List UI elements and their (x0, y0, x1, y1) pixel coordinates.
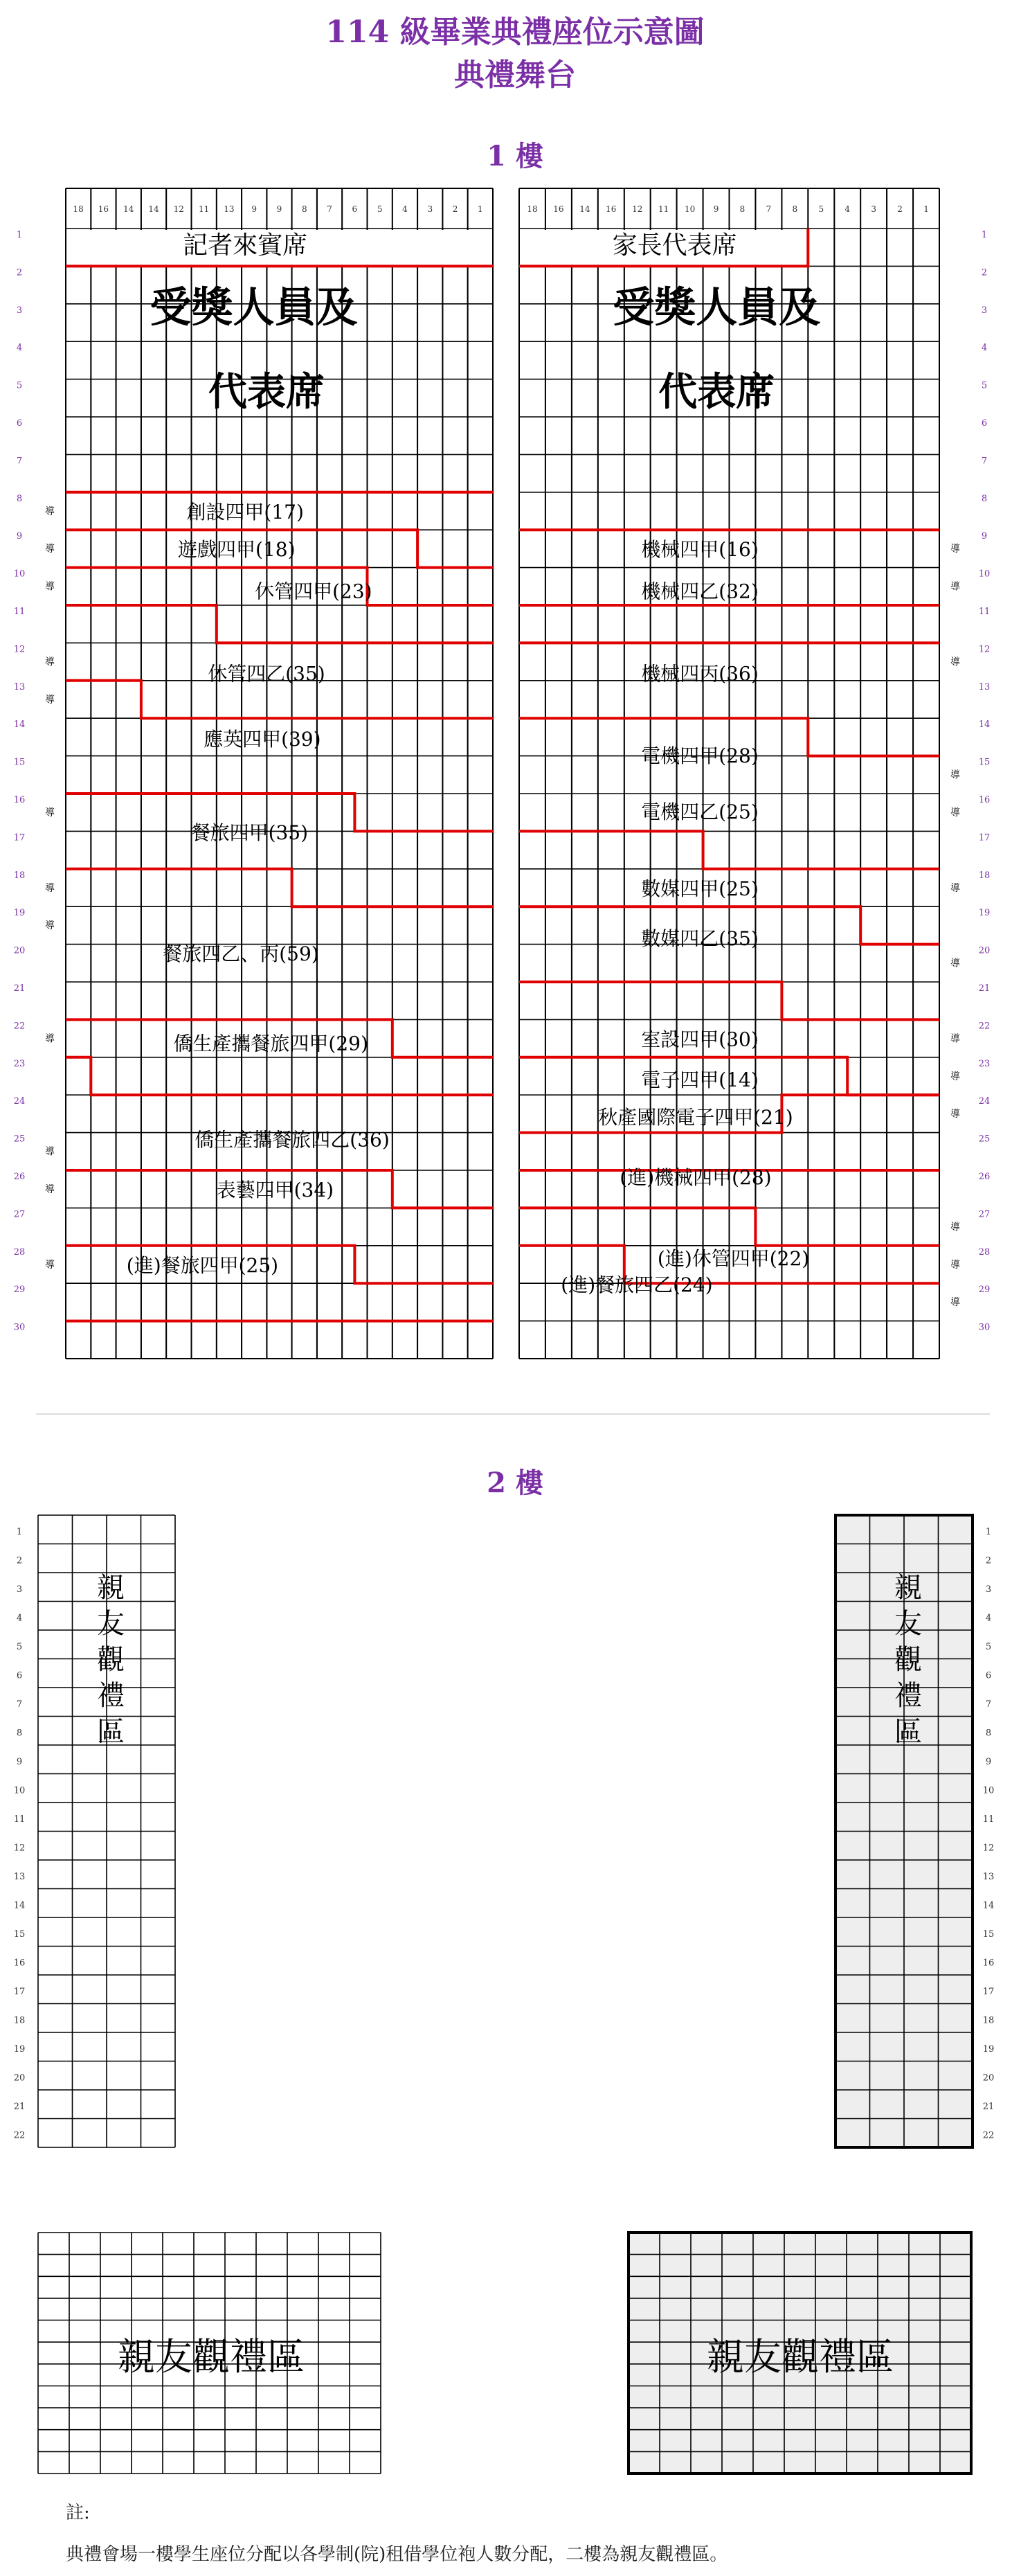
award-label-right-1: 受獎人員及 (613, 283, 821, 332)
floor1-right-col-number: 7 (766, 204, 772, 214)
floor2-row-number-right: 6 (985, 1670, 992, 1681)
teacher-marker-right: 導 (950, 581, 960, 593)
floor2-row-number-left: 10 (13, 1785, 26, 1796)
teacher-marker-right: 導 (950, 882, 960, 894)
floor1-right-col-number: 8 (792, 204, 798, 214)
floor2-row-number-left: 16 (13, 1958, 26, 1969)
floor2-row-number-right: 5 (985, 1642, 992, 1652)
floor2-left-side-label: 區 (97, 1716, 125, 1748)
teacher-marker-left: 導 (45, 581, 55, 593)
teacher-marker-left: 導 (45, 544, 55, 555)
floor1-right-col-number: 16 (553, 204, 564, 214)
floor2-row-number-left: 6 (16, 1670, 23, 1681)
floor1-row-number-right: 22 (978, 1021, 991, 1032)
floor1-row-number-left: 29 (13, 1285, 26, 1296)
floor1-row-number-left: 18 (13, 870, 26, 881)
floor1-left-col-number: 16 (98, 204, 109, 214)
floor1-left-col-number: 9 (251, 204, 258, 214)
teacher-marker-right: 導 (950, 1109, 960, 1120)
floor1-row-number-right: 6 (981, 418, 988, 429)
floor2-row-number-right: 4 (985, 1613, 992, 1624)
floor1-row-number-left: 14 (13, 719, 26, 731)
floor1-left-col-number: 8 (301, 204, 307, 214)
floor2-row-number-left: 9 (16, 1757, 23, 1767)
floor1-row-number-right: 30 (978, 1322, 991, 1333)
floor1-left-col-number: 18 (73, 204, 84, 214)
floor2-row-number-right: 7 (985, 1699, 992, 1710)
floor1-left-group-label: 遊戲四甲(18) (178, 538, 296, 562)
floor1-right-col-number: 1 (923, 204, 929, 214)
teacher-marker-left: 導 (45, 920, 55, 932)
floor1-row-number-left: 9 (16, 531, 23, 542)
floor1-left-group-label: 僑生產攜餐旅四甲(29) (173, 1032, 368, 1055)
floor1-row-number-left: 1 (16, 230, 23, 240)
teacher-marker-left: 導 (45, 1259, 55, 1271)
floor2-row-number-left: 4 (16, 1613, 23, 1624)
floor1-right-group-label: 電子四甲(14) (641, 1068, 759, 1091)
floor1-left-group-label: 應英四甲(39) (204, 728, 321, 751)
floor1-right-group-label: 機械四甲(16) (641, 538, 759, 562)
floor2-row-number-right: 11 (982, 1814, 995, 1825)
floor1-row-number-left: 8 (16, 493, 23, 504)
floor2-row-number-right: 17 (982, 1987, 995, 1997)
floor1-right-col-number: 11 (658, 204, 669, 214)
floor2-row-number-right: 22 (982, 2130, 995, 2141)
floor1-left-col-number: 12 (173, 204, 184, 214)
teacher-marker-left: 導 (45, 1146, 55, 1158)
floor1-row-number-left: 25 (13, 1134, 26, 1145)
floor2-row-number-left: 19 (13, 2044, 26, 2055)
floor1-row-number-left: 26 (13, 1172, 26, 1182)
notes-text: 典禮會場一樓學生座位分配以各學制(院)租借學位袍人數分配，二樓為親友觀禮區。 (66, 2544, 728, 2565)
floor2-row-number-left: 1 (16, 1527, 23, 1537)
floor1-row-number-left: 21 (13, 983, 26, 994)
floor1-left-divider (66, 681, 493, 718)
floor1-row-number-right: 2 (981, 267, 988, 278)
teacher-marker-left: 導 (45, 506, 55, 517)
floor2-row-number-right: 15 (982, 1929, 995, 1940)
floor1-right-group-label: 數媒四乙(35) (641, 927, 759, 951)
floor1-row-number-left: 6 (16, 418, 23, 429)
floor1-row-number-left: 12 (13, 644, 26, 655)
floor1-row-number-left: 11 (13, 607, 26, 617)
teacher-marker-right: 導 (950, 656, 960, 668)
floor2-right-side-label: 禮 (894, 1680, 922, 1712)
floor1-row-number-right: 12 (978, 644, 991, 655)
floor1-left-col-number: 3 (427, 204, 433, 214)
floor1-left-col-number: 7 (327, 204, 332, 214)
floor1-row-number-left: 22 (13, 1021, 26, 1032)
floor1-left-group-label: 創設四甲(17) (186, 500, 304, 524)
floor1-row-number-left: 3 (16, 305, 23, 316)
floor2-row-number-right: 13 (982, 1872, 995, 1882)
floor1-left-col-number: 13 (224, 204, 235, 214)
floor1-row-number-right: 19 (978, 908, 991, 919)
floor1-right-col-number: 12 (632, 204, 643, 214)
floor1-left-group-label: 休管四甲(23) (255, 580, 372, 603)
floor1-row-number-right: 25 (978, 1134, 991, 1145)
award-label-right-2: 代表席 (658, 369, 775, 415)
floor1-row-number-left: 13 (13, 681, 26, 692)
teacher-marker-right: 導 (950, 1259, 960, 1271)
floor2-row-number-left: 20 (13, 2073, 26, 2084)
floor2-label: 2 樓 (487, 1467, 543, 1499)
floor1-left-col-number: 2 (452, 204, 458, 214)
award-label-left-1: 受獎人員及 (150, 283, 358, 332)
floor1-row-number-left: 7 (16, 456, 23, 467)
floor2-row-number-left: 17 (13, 1987, 26, 1997)
floor1-right-col-number: 8 (739, 204, 746, 214)
floor2-bottom-right-label: 親友觀禮區 (707, 2335, 894, 2379)
floor2-row-number-left: 22 (13, 2130, 26, 2141)
floor2-bottom-left-label: 親友觀禮區 (118, 2335, 305, 2379)
floor2-row-number-left: 8 (16, 1728, 23, 1739)
floor1-row-number-right: 20 (978, 945, 991, 956)
floor1-left-col-number: 4 (402, 204, 408, 214)
floor1-left-group-label: 僑生產攜餐旅四乙(36) (195, 1128, 390, 1152)
floor2-row-number-left: 13 (13, 1872, 26, 1882)
teacher-marker-left: 導 (45, 1033, 55, 1045)
floor1-row-number-right: 15 (978, 757, 991, 768)
floor1-row-number-right: 16 (978, 795, 991, 805)
floor2-row-number-left: 11 (13, 1814, 26, 1825)
floor1-left-col-number: 6 (352, 204, 358, 214)
floor2-row-number-right: 19 (982, 2044, 995, 2055)
floor1-row-number-left: 24 (13, 1096, 26, 1107)
floor1-row-number-right: 17 (978, 832, 991, 843)
floor1-row-number-left: 19 (13, 908, 26, 919)
floor1-row-number-left: 20 (13, 945, 26, 956)
teacher-marker-right: 導 (950, 1033, 960, 1045)
teacher-marker-left: 導 (45, 882, 55, 894)
floor1-row-number-right: 27 (978, 1209, 991, 1220)
floor1-row-number-right: 8 (981, 493, 988, 504)
floor2-row-number-left: 14 (13, 1900, 26, 1911)
floor1-row-number-right: 11 (978, 607, 991, 617)
floor1-row-number-left: 23 (13, 1058, 26, 1069)
floor2-right-side-label: 友 (894, 1608, 922, 1640)
teacher-marker-right: 導 (950, 1222, 960, 1233)
floor1-right-group-label: 室設四甲(30) (641, 1028, 759, 1051)
floor2-row-number-left: 3 (16, 1584, 23, 1595)
teacher-marker-left: 導 (45, 807, 55, 819)
floor2-left-side-label: 親 (97, 1572, 125, 1604)
teacher-marker-right: 導 (950, 958, 960, 969)
floor1-left-col-number: 14 (123, 204, 134, 214)
teacher-marker-right: 導 (950, 1071, 960, 1082)
floor1-right-col-number: 4 (844, 204, 851, 214)
floor1-left-divider (66, 605, 493, 643)
floor2-row-number-left: 5 (16, 1642, 23, 1652)
floor1-row-number-right: 1 (981, 230, 988, 240)
floor1-row-number-right: 24 (978, 1096, 991, 1107)
floor2-row-number-right: 9 (985, 1757, 992, 1767)
floor1-row-number-right: 9 (981, 531, 988, 542)
floor1-right-col-number: 14 (579, 204, 590, 214)
floor1-left-group-label: 餐旅四乙、丙(59) (163, 942, 319, 966)
floor2-row-number-right: 16 (982, 1958, 995, 1969)
floor1-row-number-left: 5 (16, 380, 23, 391)
floor1-left-col-number: 14 (148, 204, 159, 214)
floor1-left-col-number: 5 (377, 204, 383, 214)
floor1-right-group-label: 機械四乙(32) (641, 580, 759, 603)
floor1-right-group-label: 數媒四甲(25) (641, 877, 759, 900)
floor1-left-col-number: 1 (478, 204, 483, 214)
floor1-right-col-number: 9 (713, 204, 719, 214)
teacher-marker-right: 導 (950, 544, 960, 555)
teacher-marker-right: 導 (950, 807, 960, 819)
floor1-row-number-right: 23 (978, 1058, 991, 1069)
teacher-marker-right: 導 (950, 769, 960, 781)
floor2-row-number-right: 2 (985, 1555, 992, 1566)
floor2-row-number-right: 8 (985, 1728, 992, 1739)
floor2-row-number-left: 21 (13, 2102, 26, 2112)
floor2-right-side-label: 親 (894, 1572, 922, 1604)
floor2-row-number-left: 7 (16, 1699, 23, 1710)
floor2-right-side-label: 區 (894, 1716, 922, 1748)
floor1-left-group-label: 餐旅四甲(35) (190, 821, 309, 844)
floor2-row-number-right: 12 (982, 1843, 995, 1854)
floor2-left-side-label: 禮 (97, 1680, 125, 1712)
floor2-row-number-left: 18 (13, 2015, 26, 2026)
floor1-right-col-number: 2 (897, 204, 903, 214)
floor1-right-group-label: 電機四甲(28) (641, 744, 759, 768)
floor1-right-col-number: 18 (527, 204, 538, 214)
floor1-row-number-left: 28 (13, 1246, 26, 1258)
floor2-row-number-left: 2 (16, 1555, 23, 1566)
floor1-row-number-right: 14 (978, 719, 991, 731)
floor1-row-number-left: 30 (13, 1322, 26, 1333)
floor1-row-number-left: 15 (13, 757, 26, 768)
floor1-row-number-left: 4 (16, 343, 23, 354)
floor2-row-number-right: 1 (985, 1527, 992, 1537)
floor1-right-group-label: (進)餐旅四乙(24) (561, 1273, 713, 1297)
teacher-marker-right: 導 (950, 1297, 960, 1309)
floor1-row-number-right: 18 (978, 870, 991, 881)
floor1-row-number-right: 7 (981, 456, 988, 467)
award-label-left-2: 代表席 (208, 369, 325, 415)
floor1-left-group-label: 休管四乙(35) (208, 662, 325, 686)
floor1-right-col-number: 10 (684, 204, 696, 214)
reporter-seating-label: 記者來賓席 (183, 231, 308, 260)
floor1-left-col-number: 11 (198, 204, 210, 214)
floor2-row-number-right: 21 (982, 2102, 995, 2112)
floor1-row-number-right: 10 (978, 569, 991, 580)
floor1-left-divider (66, 869, 493, 906)
floor1-right-col-number: 3 (871, 204, 876, 214)
floor1-right-col-number: 5 (818, 204, 824, 214)
floor1-row-number-left: 2 (16, 267, 23, 278)
floor1-row-number-right: 26 (978, 1172, 991, 1182)
floor2-row-number-right: 3 (985, 1584, 992, 1595)
page-title: 114 級畢業典禮座位示意圖 (325, 15, 705, 50)
floor2-row-number-right: 10 (982, 1785, 995, 1796)
floor2-left-side-label: 友 (97, 1608, 125, 1640)
floor1-left-group-label: 表藝四甲(34) (216, 1179, 334, 1201)
floor2-row-number-left: 12 (13, 1843, 26, 1854)
floor1-row-number-right: 3 (981, 305, 988, 316)
parent-seating-label: 家長代表席 (612, 231, 737, 260)
teacher-marker-left: 導 (45, 656, 55, 668)
teacher-marker-left: 導 (45, 1184, 55, 1195)
floor1-row-number-right: 28 (978, 1246, 991, 1258)
floor2-row-number-right: 20 (982, 2073, 995, 2084)
floor1-row-number-left: 10 (13, 569, 26, 580)
floor1-right-col-number: 16 (606, 204, 617, 214)
teacher-marker-left: 導 (45, 694, 55, 706)
floor2-left-side-label: 觀 (97, 1644, 125, 1676)
floor1-right-group-label: 機械四丙(36) (641, 662, 759, 686)
floor1-row-number-left: 16 (13, 795, 26, 805)
floor1-row-number-right: 5 (981, 380, 988, 391)
notes-heading: 註: (66, 2503, 90, 2523)
floor1-row-number-left: 27 (13, 1209, 26, 1220)
stage-label: 典禮舞台 (454, 57, 576, 93)
floor1-row-number-right: 13 (978, 681, 991, 692)
floor1-right-group-label: (進)機械四甲(28) (620, 1166, 772, 1189)
floor1-left-group-label: (進)餐旅四甲(25) (126, 1253, 279, 1277)
floor1-label: 1 樓 (487, 140, 543, 172)
floor1-row-number-left: 17 (13, 832, 26, 843)
floor1-row-number-right: 4 (981, 343, 988, 354)
floor1-row-number-right: 21 (978, 983, 991, 994)
floor1-right-group-label: 電機四乙(25) (641, 800, 759, 823)
floor1-row-number-right: 29 (978, 1285, 991, 1296)
floor1-left-col-number: 9 (276, 204, 282, 214)
floor2-right-side-label: 觀 (894, 1644, 922, 1676)
floor1-right-group-label: 秋產國際電子四甲(21) (598, 1106, 793, 1129)
floor2-row-number-right: 14 (982, 1900, 995, 1911)
floor1-right-group-label: (進)休管四甲(22) (657, 1246, 810, 1270)
floor2-row-number-left: 15 (13, 1929, 26, 1940)
floor1-left-divider (66, 1057, 493, 1095)
floor2-row-number-right: 18 (982, 2015, 995, 2026)
